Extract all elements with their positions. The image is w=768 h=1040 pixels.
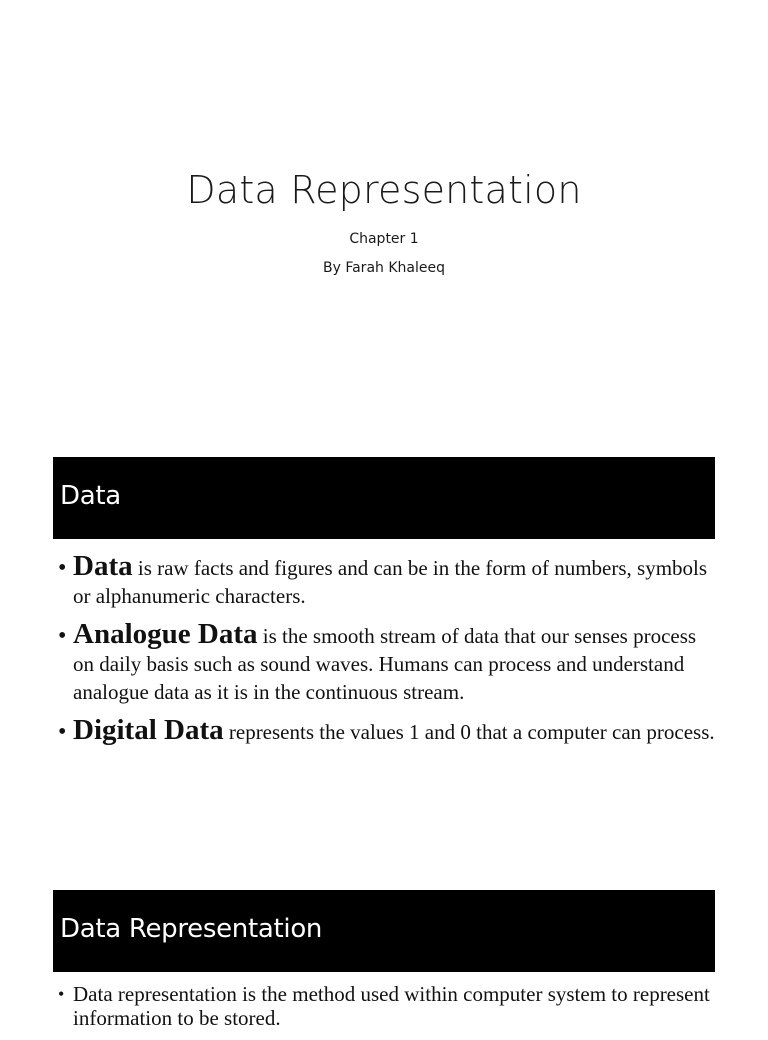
- bullet-term: Analogue Data: [73, 618, 258, 650]
- slide-header-data: [53, 457, 715, 539]
- author-label: By Farah Khaleeq: [323, 260, 445, 276]
- bullet-term: Data: [73, 550, 133, 582]
- bullet-analogue-data: [58, 620, 718, 706]
- bullet-text: is the smooth stream of data that our senses process on daily basis such as sound waves. Humans can process and understand analogue data as it is in the continuous stream.: [73, 624, 697, 704]
- chapter-label: Chapter 1: [349, 231, 419, 247]
- bullet-data-representation: [58, 982, 718, 1030]
- bullet-dot-icon: •: [58, 719, 67, 745]
- bullet-data: [58, 552, 718, 610]
- bullet-text: Data representation is the method used within computer system to represent information to be stored.: [73, 982, 710, 1030]
- bullet-dot-icon: •: [58, 555, 67, 581]
- bullet-text: represents the values 1 and 0 that a computer can process.: [223, 720, 715, 744]
- slide-header-title: Data Representation: [60, 914, 323, 944]
- bullet-term: Digital Data: [73, 714, 224, 746]
- presentation-title: Data Representation: [186, 168, 582, 212]
- data-representation-list: [58, 982, 718, 1040]
- bullet-dot-icon: •: [58, 984, 65, 1004]
- bullet-dot-icon: •: [58, 623, 67, 649]
- title-slide: [0, 0, 768, 440]
- data-definitions-list: [58, 552, 718, 756]
- bullet-text: is raw facts and figures and can be in the form of numbers, symbols or alphanumeric characters.: [73, 556, 708, 608]
- bullet-digital-data: [58, 716, 718, 746]
- slide-header-data-representation: [53, 890, 715, 972]
- slide-header-title: Data: [60, 481, 121, 511]
